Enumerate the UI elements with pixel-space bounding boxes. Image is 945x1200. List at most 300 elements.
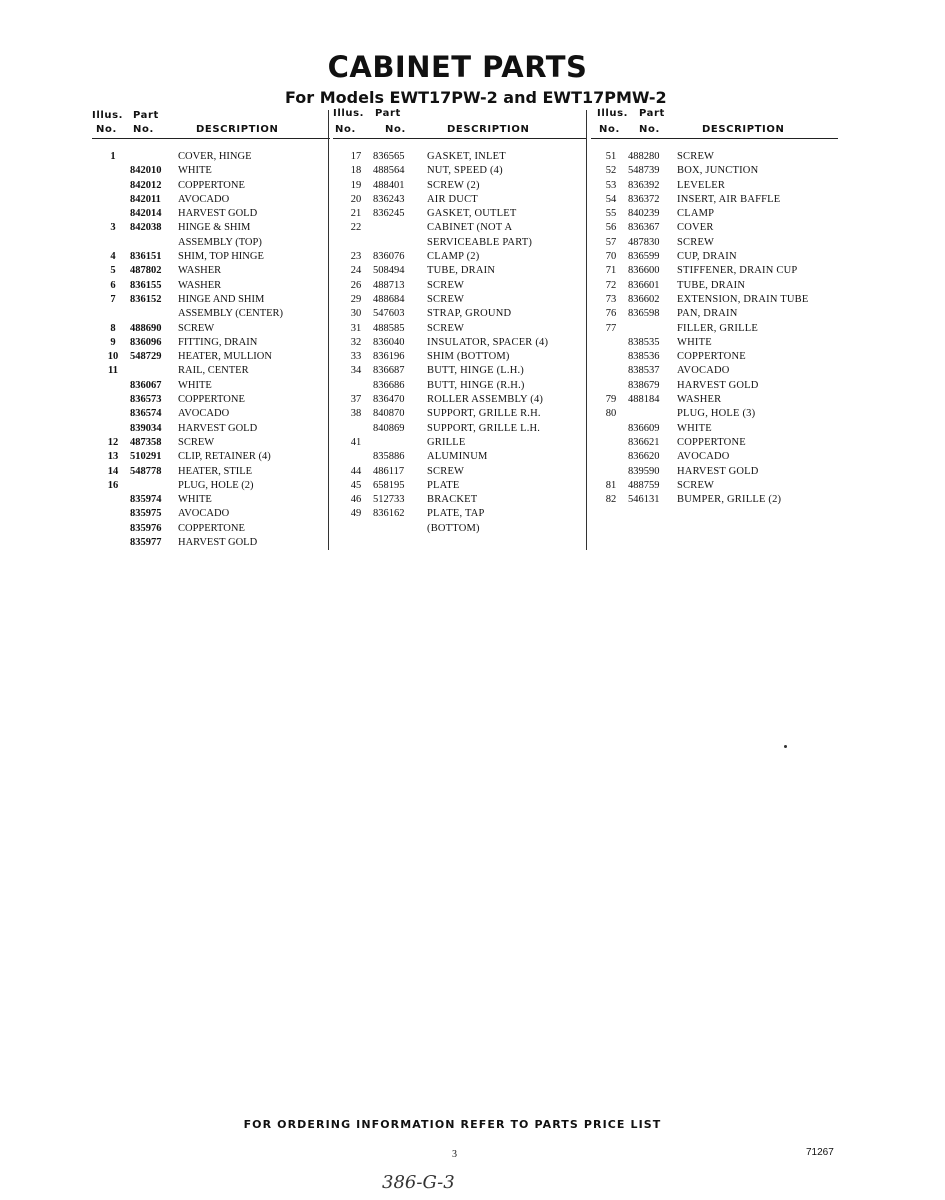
part-row	[333, 407, 586, 421]
part-row	[333, 207, 586, 221]
part-number: 836686	[373, 379, 405, 391]
part-number: 836152	[130, 293, 162, 305]
description: SCREW	[427, 279, 465, 291]
scan-speck	[784, 745, 787, 748]
part-number: 836602	[628, 293, 660, 305]
description: SCREW	[677, 479, 715, 491]
description: WASHER	[677, 394, 722, 406]
part-row	[333, 150, 586, 164]
illus-no: 19	[350, 179, 362, 191]
illus-no: 72	[605, 279, 617, 291]
part-row	[591, 236, 838, 250]
description: BUTT, HINGE (L.H.)	[427, 365, 525, 377]
illus-no: 56	[605, 222, 617, 234]
description: PAN, DRAIN	[677, 308, 738, 320]
description: SHIM (BOTTOM)	[427, 351, 510, 363]
description: CLAMP	[677, 208, 715, 220]
part-row	[92, 221, 330, 235]
illus-no: 33	[350, 351, 362, 363]
description: AIR DUCT	[427, 193, 478, 205]
part-number: 836621	[628, 436, 660, 448]
header-part: Part	[133, 110, 159, 121]
description: EXTENSION, DRAIN TUBE	[677, 293, 809, 305]
illus-no: 37	[350, 394, 362, 406]
part-row	[92, 179, 330, 193]
header-illus-no: No.	[599, 124, 620, 135]
part-number: 835974	[130, 494, 162, 506]
description: WASHER	[178, 279, 222, 291]
description: GASKET, OUTLET	[427, 208, 517, 220]
description: AVOCADO	[677, 451, 730, 463]
part-row	[333, 436, 586, 450]
part-row	[591, 322, 838, 336]
illus-no: 5	[110, 265, 116, 277]
part-number: 836565	[373, 151, 405, 162]
part-number: 836573	[130, 394, 162, 406]
description: ASSEMBLY (TOP)	[178, 236, 262, 248]
description: BRACKET	[427, 494, 478, 506]
part-number: 488684	[373, 293, 405, 305]
illus-no: 76	[605, 308, 617, 320]
part-row	[333, 322, 586, 336]
description: PLUG, HOLE (3)	[677, 408, 756, 420]
description: GRILLE	[427, 436, 466, 448]
part-row	[92, 522, 330, 536]
illus-no: 13	[107, 451, 119, 463]
illus-no: 51	[605, 151, 617, 162]
parts-list	[92, 139, 330, 550]
part-number: 842038	[130, 222, 162, 234]
header-illus: Illus.	[333, 108, 365, 119]
part-number: 508494	[373, 265, 405, 277]
part-number: 488401	[373, 179, 405, 191]
illus-no: 10	[107, 351, 119, 363]
part-row	[92, 379, 330, 393]
page-number: 3	[452, 1149, 457, 1160]
description: STIFFENER, DRAIN CUP	[677, 265, 798, 277]
description: NUT, SPEED (4)	[427, 165, 503, 177]
description: SCREW	[677, 151, 715, 162]
column-header	[591, 108, 838, 139]
part-number: 838536	[628, 351, 660, 363]
part-row	[591, 207, 838, 221]
header-part-no: No.	[639, 124, 660, 135]
part-number: 836598	[628, 308, 660, 320]
illus-no: 34	[350, 365, 362, 377]
description: SCREW	[427, 293, 465, 305]
description: PLATE	[427, 479, 460, 491]
part-row	[92, 507, 330, 521]
part-number: 488585	[373, 322, 405, 334]
part-number: 548778	[130, 465, 162, 477]
header-part-no: No.	[385, 124, 406, 135]
illus-no: 12	[107, 436, 119, 448]
illus-no: 20	[350, 193, 362, 205]
description: AVOCADO	[677, 365, 730, 377]
part-row	[333, 507, 586, 521]
part-row	[92, 207, 330, 221]
part-row	[92, 393, 330, 407]
part-row	[333, 465, 586, 479]
illus-no: 1	[110, 151, 116, 162]
description: HEATER, STILE	[178, 465, 253, 477]
part-number: 836155	[130, 279, 162, 291]
part-row	[92, 193, 330, 207]
description: PLATE, TAP	[427, 508, 485, 520]
part-row	[333, 450, 586, 464]
part-row	[591, 221, 838, 235]
description: COVER	[677, 222, 714, 234]
part-number: 842012	[130, 179, 162, 191]
part-row	[333, 336, 586, 350]
illus-no: 70	[605, 251, 617, 263]
illus-no: 26	[350, 279, 362, 291]
part-row	[333, 279, 586, 293]
column-header	[333, 108, 586, 139]
ordering-note: FOR ORDERING INFORMATION REFER TO PARTS PRICE LIST	[243, 1118, 662, 1131]
part-row	[333, 164, 586, 178]
description: WHITE	[178, 379, 212, 391]
part-number: 836067	[130, 379, 162, 391]
illus-no: 52	[605, 165, 617, 177]
description: SCREW	[178, 436, 215, 448]
part-row	[92, 364, 330, 378]
part-row	[92, 407, 330, 421]
description: ALUMINUM	[427, 451, 488, 463]
header-part: Part	[375, 108, 401, 119]
description: SUPPORT, GRILLE L.H.	[427, 422, 541, 434]
part-number: 836470	[373, 394, 405, 406]
part-number: 836372	[628, 193, 660, 205]
description: LEVELER	[677, 179, 726, 191]
illus-no: 38	[350, 408, 362, 420]
illus-no: 49	[350, 508, 362, 520]
part-number: 488759	[628, 479, 660, 491]
page-subtitle: For Models EWT17PW-2 and EWT17PMW-2	[285, 88, 667, 107]
part-row	[591, 450, 838, 464]
illus-no: 53	[605, 179, 617, 191]
illus-no: 77	[605, 322, 617, 334]
part-row	[92, 236, 330, 250]
illus-no: 22	[350, 222, 362, 234]
description: WHITE	[178, 165, 212, 177]
part-row	[92, 536, 330, 550]
part-row	[591, 264, 838, 278]
part-number: 486117	[373, 465, 405, 477]
illus-no: 30	[350, 308, 362, 320]
part-number: 487830	[628, 236, 660, 248]
part-row	[333, 422, 586, 436]
description: HARVEST GOLD	[178, 537, 258, 549]
part-row	[591, 307, 838, 321]
part-number: 836574	[130, 408, 162, 420]
part-row	[92, 436, 330, 450]
description: CLIP, RETAINER (4)	[178, 451, 271, 463]
description: SCREW	[427, 465, 465, 477]
description: HINGE & SHIM	[178, 222, 251, 234]
part-row	[591, 436, 838, 450]
description: ROLLER ASSEMBLY (4)	[427, 394, 544, 406]
description: AVOCADO	[178, 508, 230, 520]
description: PLUG, HOLE (2)	[178, 479, 254, 491]
illus-no: 11	[108, 365, 118, 377]
part-row	[591, 407, 838, 421]
part-row	[92, 350, 330, 364]
description: SCREW	[677, 236, 715, 248]
parts-column-2	[333, 108, 586, 536]
description: BUTT, HINGE (R.H.)	[427, 379, 525, 391]
description: SERVICEABLE PART)	[427, 236, 533, 248]
part-number: 835977	[130, 537, 162, 549]
part-number: 836162	[373, 508, 405, 520]
description: HINGE AND SHIM	[178, 293, 265, 305]
part-number: 838679	[628, 379, 660, 391]
description: FILLER, GRILLE	[677, 322, 758, 334]
part-number: 842011	[130, 193, 161, 205]
part-number: 836601	[628, 279, 660, 291]
illus-no: 73	[605, 293, 617, 305]
part-row	[92, 264, 330, 278]
description: HARVEST GOLD	[677, 465, 759, 477]
description: HARVEST GOLD	[677, 379, 759, 391]
part-number: 488280	[628, 151, 660, 162]
illus-no: 46	[350, 494, 362, 506]
description: HARVEST GOLD	[178, 208, 258, 220]
illus-no: 24	[350, 265, 362, 277]
header-illus-no: No.	[335, 124, 356, 135]
description: ASSEMBLY (CENTER)	[178, 308, 284, 320]
description: TUBE, DRAIN	[427, 265, 496, 277]
part-number: 836620	[628, 451, 660, 463]
part-number: 487802	[130, 265, 162, 277]
part-number: 836243	[373, 193, 405, 205]
part-row	[92, 422, 330, 436]
description: COPPERTONE	[677, 351, 746, 363]
part-number: 488690	[130, 322, 162, 334]
description: AVOCADO	[178, 193, 230, 205]
description: STRAP, GROUND	[427, 308, 512, 320]
part-row	[591, 164, 838, 178]
description: SUPPORT, GRILLE R.H.	[427, 408, 541, 420]
page-title: CABINET PARTS	[327, 50, 588, 84]
description: HARVEST GOLD	[178, 422, 258, 434]
description: FITTING, DRAIN	[178, 336, 258, 348]
part-number: 548729	[130, 351, 162, 363]
part-row	[333, 364, 586, 378]
part-number: 836196	[373, 351, 405, 363]
part-number: 510291	[130, 451, 162, 463]
part-row	[591, 179, 838, 193]
illus-no: 80	[605, 408, 617, 420]
illus-no: 17	[350, 151, 362, 162]
part-row	[333, 393, 586, 407]
description: CLAMP (2)	[427, 251, 480, 263]
part-row	[333, 179, 586, 193]
part-number: 512733	[373, 494, 405, 506]
header-description: DESCRIPTION	[447, 124, 530, 135]
part-row	[333, 350, 586, 364]
part-row	[591, 379, 838, 393]
part-row	[92, 293, 330, 307]
part-row	[591, 250, 838, 264]
part-number: 546131	[628, 494, 660, 506]
description: CUP, DRAIN	[677, 251, 737, 263]
illus-no: 79	[605, 394, 617, 406]
part-row	[92, 150, 330, 164]
part-number: 488564	[373, 165, 405, 177]
part-row	[92, 250, 330, 264]
description: WHITE	[677, 336, 712, 348]
part-row	[591, 422, 838, 436]
part-number: 836392	[628, 179, 660, 191]
description: COPPERTONE	[178, 394, 245, 406]
part-number: 488713	[373, 279, 405, 291]
part-row	[92, 307, 330, 321]
part-row	[333, 236, 586, 250]
part-row	[92, 493, 330, 507]
header-part: Part	[639, 108, 665, 119]
illus-no: 32	[350, 336, 362, 348]
part-row	[591, 465, 838, 479]
part-row	[92, 164, 330, 178]
illus-no: 44	[350, 465, 362, 477]
illus-no: 7	[110, 293, 116, 305]
part-row	[333, 493, 586, 507]
description: GASKET, INLET	[427, 151, 506, 162]
header-part-no: No.	[133, 124, 154, 135]
illus-no: 71	[605, 265, 617, 277]
part-row	[591, 364, 838, 378]
parts-list	[591, 139, 838, 507]
description: WHITE	[178, 494, 212, 506]
part-row	[333, 307, 586, 321]
part-number: 842010	[130, 165, 162, 177]
part-number: 839034	[130, 422, 162, 434]
part-number: 836367	[628, 222, 660, 234]
part-number: 487358	[130, 436, 162, 448]
handwritten-note: 386-G-3	[382, 1172, 455, 1193]
part-row	[333, 193, 586, 207]
part-number: 842014	[130, 208, 162, 220]
description: BOX, JUNCTION	[677, 165, 759, 177]
part-row	[92, 336, 330, 350]
description: SCREW (2)	[427, 179, 480, 191]
part-number: 836245	[373, 208, 405, 220]
part-row	[333, 264, 586, 278]
part-number: 835886	[373, 451, 405, 463]
description: WHITE	[677, 422, 712, 434]
part-row	[591, 336, 838, 350]
illus-no: 57	[605, 236, 617, 248]
part-row	[333, 522, 586, 536]
part-row	[92, 322, 330, 336]
description: INSULATOR, SPACER (4)	[427, 336, 549, 348]
illus-no: 55	[605, 208, 617, 220]
header-illus-no: No.	[96, 124, 117, 135]
illus-no: 14	[107, 465, 119, 477]
part-number: 836687	[373, 365, 405, 377]
parts-list	[333, 139, 586, 536]
part-row	[92, 450, 330, 464]
part-row	[333, 379, 586, 393]
part-row	[333, 221, 586, 235]
illus-no: 21	[350, 208, 362, 220]
part-number: 548739	[628, 165, 660, 177]
part-row	[591, 293, 838, 307]
description: RAIL, CENTER	[178, 365, 249, 377]
illus-no: 6	[110, 279, 116, 291]
part-row	[333, 479, 586, 493]
illus-no: 82	[605, 494, 617, 506]
part-row	[333, 250, 586, 264]
part-row	[92, 279, 330, 293]
column-header	[92, 108, 330, 139]
header-illus: Illus.	[597, 108, 629, 119]
header-illus: Illus.	[92, 110, 124, 121]
part-number: 658195	[373, 479, 405, 491]
part-row	[591, 279, 838, 293]
part-number: 840870	[373, 408, 405, 420]
illus-no: 81	[605, 479, 617, 491]
part-row	[591, 150, 838, 164]
part-number: 839590	[628, 465, 660, 477]
illus-no: 3	[110, 222, 116, 234]
part-row	[591, 493, 838, 507]
description: HEATER, MULLION	[178, 351, 272, 363]
illus-no: 8	[110, 322, 116, 334]
part-number: 836609	[628, 422, 660, 434]
part-number: 836599	[628, 251, 660, 263]
part-number: 840869	[373, 422, 405, 434]
description: COVER, HINGE	[178, 151, 252, 162]
parts-column-3	[591, 108, 838, 507]
description: (BOTTOM)	[427, 522, 480, 534]
part-number: 835976	[130, 522, 162, 534]
description: AVOCADO	[178, 408, 230, 420]
part-number: 488184	[628, 394, 660, 406]
part-row	[591, 393, 838, 407]
description: COPPERTONE	[178, 522, 245, 534]
description: WASHER	[178, 265, 222, 277]
description: SCREW	[427, 322, 465, 334]
part-number: 836600	[628, 265, 660, 277]
part-number: 840239	[628, 208, 660, 220]
illus-no: 9	[110, 336, 116, 348]
description: TUBE, DRAIN	[677, 279, 746, 291]
illus-no: 41	[350, 436, 362, 448]
part-row	[591, 350, 838, 364]
illus-no: 29	[350, 293, 362, 305]
part-row	[92, 479, 330, 493]
part-row	[92, 465, 330, 479]
part-number: 838535	[628, 336, 660, 348]
illus-no: 4	[110, 251, 116, 263]
illus-no: 18	[350, 165, 362, 177]
part-number: 835975	[130, 508, 162, 520]
description: COPPERTONE	[178, 179, 245, 191]
part-number: 836040	[373, 336, 405, 348]
part-number: 836151	[130, 251, 162, 263]
illus-no: 54	[605, 193, 617, 205]
description: SCREW	[178, 322, 215, 334]
description: COPPERTONE	[677, 436, 746, 448]
description: SHIM, TOP HINGE	[178, 251, 264, 263]
description: CABINET (NOT A	[427, 222, 513, 234]
illus-no: 45	[350, 479, 362, 491]
part-number: 838537	[628, 365, 660, 377]
document-code: 71267	[806, 1147, 834, 1158]
illus-no: 31	[350, 322, 362, 334]
